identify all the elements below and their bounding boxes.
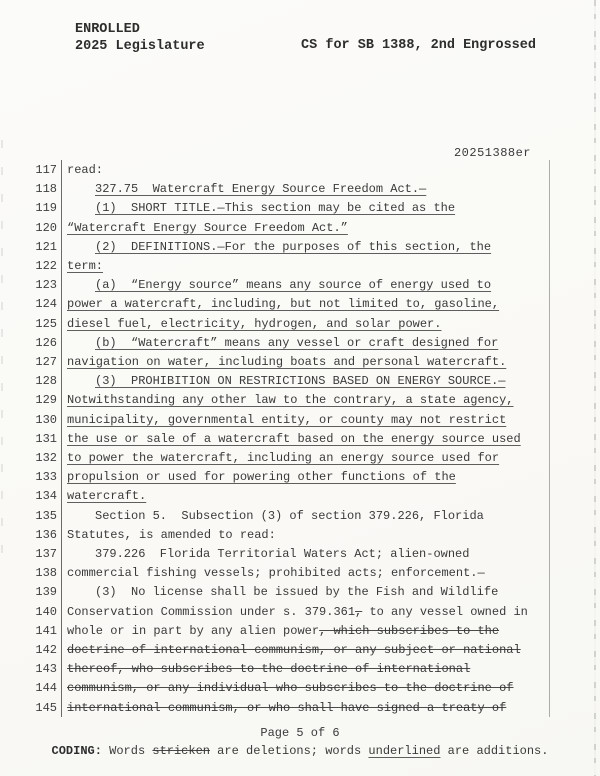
line-number: 141 [35,623,57,638]
line-number: 130 [35,412,57,427]
line-text [67,507,484,526]
text-segment: international communism, or who shall have signed a treaty of [67,700,507,715]
line-number: 118 [35,182,57,197]
text-segment: (2) DEFINITIONS.—For the purposes of this section, the [95,239,492,254]
bill-line [0,353,600,372]
text-segment: (a) “Energy source” means any source of energy used to [95,278,492,293]
line-text [67,545,469,564]
line-number: 126 [35,335,57,350]
line-number: 135 [35,508,57,523]
line-text [67,583,498,602]
line-number: 124 [35,297,57,312]
line-text [67,180,426,199]
line-number: 145 [35,700,57,715]
bill-line [0,161,600,180]
text-segment: the use or sale of a watercraft based on the energy source used [67,431,521,446]
bill-line [0,257,600,276]
text-segment: watercraft. [67,489,147,504]
text-segment: (1) SHORT TITLE.—This section may be cited as the [95,201,456,216]
doc-number: 20251388er [453,146,531,160]
text-segment: 327.75 Watercraft Energy Source Freedom Act.— [95,182,427,197]
line-text [67,353,506,372]
line-number: 132 [35,451,57,466]
bill-line [0,660,600,679]
text-segment: Section 5. Subsection (3) of section 379.226, Florida [95,508,484,523]
bill-line [0,699,600,718]
line-text [67,372,505,391]
text-segment: , which subscribes to the [319,623,500,638]
bill-line [0,238,600,257]
bill-line [0,391,600,410]
text-segment: “Watercraft Energy Source Freedom Act.” [67,220,348,235]
text-segment: municipality, governmental entity, or county may not restrict [67,412,507,427]
bill-line [0,334,600,353]
line-number: 123 [35,278,57,293]
text-segment: thereof, who subscribes to the doctrine of international [67,662,471,677]
bill-line [0,430,600,449]
line-number: 144 [35,681,57,696]
bill-line [0,276,600,295]
line-text [67,238,491,257]
line-text [67,295,499,314]
line-text [67,622,499,641]
text-segment: to power the watercraft, including an energy source used for [67,451,500,466]
bill-line [0,180,600,199]
bill-line [0,219,600,238]
line-number: 122 [35,259,57,274]
line-number: 117 [35,163,57,177]
text-segment: diesel fuel, electricity, hydrogen, and solar power. [67,316,442,331]
line-text [67,161,103,180]
enrolled-label: ENROLLED [75,22,140,37]
line-number: 129 [35,393,57,408]
text-segment: 379.226 Florida Territorial Waters Act; alien-owned [95,547,470,562]
bill-line [0,641,600,660]
line-text [67,315,441,334]
line-text [67,699,506,718]
bill-line [0,199,600,218]
text-segment: are deletions; words [209,744,369,758]
text-segment: , [355,604,363,619]
line-text [67,257,103,276]
legislature-label: 2025 Legislature [75,39,205,54]
line-text [67,391,513,410]
line-number: 127 [35,355,57,370]
bill-line [0,526,600,545]
text-segment: propulsion or used for powering other functions of the [67,470,456,485]
text-segment: are additions. [440,744,549,758]
text-segment: underlined [368,744,441,758]
text-segment: power a watercraft, including, but not limited to, gasoline, [67,297,500,312]
line-number: 131 [35,431,57,446]
text-segment: to any vessel owned in [362,604,528,619]
line-number: 121 [35,239,57,254]
text-segment: doctrine of international communism, or any subject or national [67,643,521,658]
bill-line [0,622,600,641]
text-segment: read: [67,163,104,177]
header-left [75,21,205,55]
text-segment: stricken [152,744,210,758]
line-text [67,430,521,449]
line-text [67,468,456,487]
line-number: 142 [35,643,57,658]
text-segment: Conservation Commission under s. 379.361 [67,604,356,619]
bill-line [0,487,600,506]
bill-line [0,603,600,622]
line-text [67,219,348,238]
line-number: 138 [35,566,57,581]
footer-coding-note [0,744,600,758]
line-number: 139 [35,585,57,600]
bill-line [0,679,600,698]
scan-artifact-right-edge [594,0,596,776]
scan-artifact-left-edge [1,140,3,570]
bill-line [0,411,600,430]
bill-line [0,468,600,487]
line-number: 133 [35,470,57,485]
line-number: 140 [35,604,57,619]
bill-lines [0,161,600,718]
bill-line [0,315,600,334]
bill-line [0,564,600,583]
line-text [67,641,521,660]
text-segment: whole or in part by any alien power [67,623,320,638]
text-segment: (b) “Watercraft” means any vessel or craft designed for [95,335,499,350]
text-segment: CODING: [51,744,102,758]
line-number: 134 [35,489,57,504]
text-segment: (3) No license shall be issued by the Fish and Wildlife [95,585,499,600]
line-text [67,564,485,583]
line-text [67,526,276,545]
line-number: 119 [35,201,57,216]
bill-line [0,372,600,391]
line-text [67,487,146,506]
text-segment: Notwithstanding any other law to the contrary, a state agency, [67,393,514,408]
line-text [67,603,528,622]
bill-line [0,449,600,468]
line-text [67,334,498,353]
text-segment: (3) PROHIBITION ON RESTRICTIONS BASED ON ENERGY SOURCE.— [95,374,506,389]
bill-line [0,583,600,602]
line-text [67,411,506,430]
line-number: 143 [35,662,57,677]
line-number: 137 [35,547,57,562]
text-segment: Statutes, is amended to read: [67,527,276,542]
line-text [67,660,470,679]
bill-line [0,545,600,564]
footer-page-indicator: Page 5 of 6 [260,726,340,740]
bill-line [0,295,600,314]
line-number: 125 [35,316,57,331]
line-text [67,199,455,218]
text-segment: term: [67,259,104,274]
line-number: 120 [35,220,57,235]
bill-title: CS for SB 1388, 2nd Engrossed [301,38,536,53]
line-text [67,449,499,468]
line-number: 128 [35,374,57,389]
line-number: 136 [35,527,57,542]
text-segment: Words [101,744,153,758]
bill-line [0,507,600,526]
line-text [67,276,491,295]
text-segment: communism, or any individual who subscribes to the doctrine of [67,681,514,696]
line-text [67,679,513,698]
text-segment: commercial fishing vessels; prohibited acts; enforcement.— [67,566,485,581]
text-segment: navigation on water, including boats and personal watercraft. [67,355,507,370]
